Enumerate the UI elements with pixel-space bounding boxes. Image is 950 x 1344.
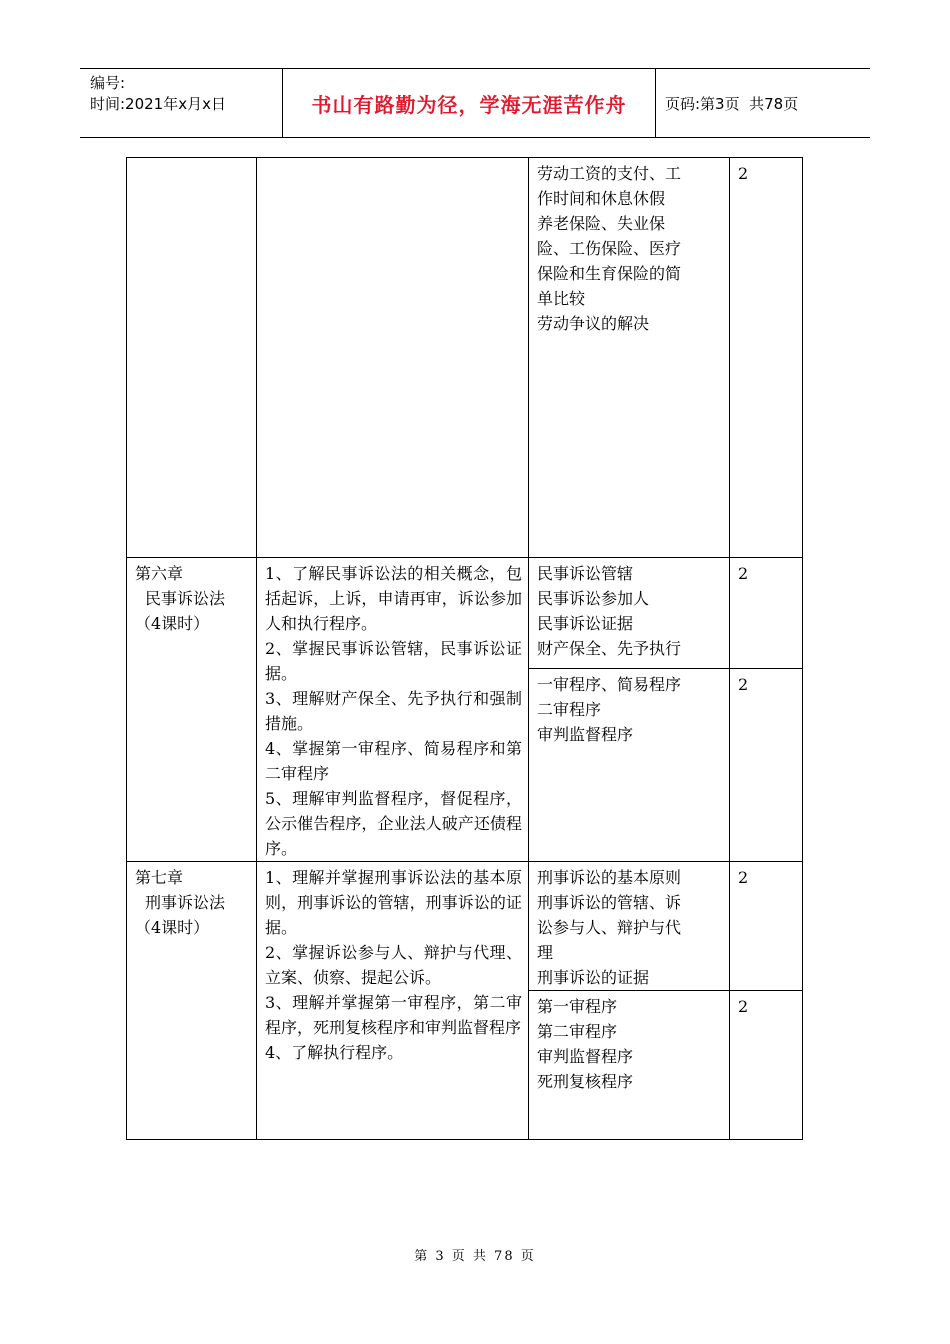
topic-line: 险、工伤保险、医疗 (537, 239, 682, 258)
topic-line: 财产保全、先予执行 (537, 639, 682, 658)
topic-line: 民事诉讼证据 (537, 614, 634, 633)
topic-line: 单比较 (537, 289, 586, 308)
chapter-name: 刑事诉讼法 (145, 893, 226, 912)
topic-line: 劳动工资的支付、工 (537, 164, 682, 183)
topic-line: 二审程序 (537, 700, 602, 720)
topic-line: 一审程序、简易程序 (537, 675, 682, 695)
hours-cell: 2 (730, 669, 803, 862)
topic-line: 第一审程序 (537, 997, 618, 1016)
chapter-cell (127, 862, 257, 1140)
objective-item: 1、理解并掌握刑事诉讼法的基本原则，刑事诉讼的管辖，刑事诉讼的证据。 (265, 868, 522, 937)
table-row (127, 558, 803, 669)
topic-line: 审判监督程序 (537, 725, 634, 745)
table-row (127, 158, 803, 558)
chapter-hours: （4课时） (135, 918, 210, 937)
hours-cell: 2 (730, 558, 803, 669)
objective-item: 3、理解并掌握第一审程序，第二审程序，死刑复核程序和审判监督程序 (265, 993, 522, 1037)
topic-line: 死刑复核程序 (537, 1072, 634, 1091)
topic-line: 民事诉讼参加人 (537, 589, 650, 608)
topics-cell (529, 158, 730, 558)
hours-cell: 2 (730, 158, 803, 558)
document-time-label: 时间:2021年x月x日 (90, 95, 226, 113)
chapter-cell (127, 158, 257, 558)
hours-cell: 2 (730, 991, 803, 1140)
chapter-title: 第七章 (135, 868, 184, 887)
chapter-name: 民事诉讼法 (145, 589, 226, 608)
table-row (127, 862, 803, 991)
objective-item: 1、了解民事诉讼法的相关概念，包括起诉，上诉，申请再审，诉讼参加人和执行程序。 (265, 564, 522, 633)
objectives-cell (257, 862, 529, 1140)
topic-line: 讼参与人、辩护与代 (537, 918, 682, 937)
chapter-hours: （4课时） (135, 614, 210, 633)
objective-item: 4、掌握第一审程序、简易程序和第二审程序 (265, 739, 522, 783)
header-divider (655, 69, 656, 137)
topic-line: 刑事诉讼的证据 (537, 968, 650, 987)
objective-item: 3、理解财产保全、先予执行和强制措施。 (265, 689, 522, 733)
topic-line: 作时间和休息休假 (537, 189, 666, 208)
course-schedule-table (126, 157, 803, 1140)
topic-line: 刑事诉讼的管辖、诉 (537, 893, 682, 912)
objectives-cell (257, 158, 529, 558)
chapter-cell (127, 558, 257, 862)
topics-cell (529, 991, 730, 1140)
topic-line: 理 (537, 943, 554, 962)
objective-item: 2、掌握民事诉讼管辖，民事诉讼证据。 (265, 639, 522, 683)
header-meta (90, 73, 226, 115)
page-header (80, 68, 870, 138)
topic-line: 劳动争议的解决 (537, 314, 650, 333)
topic-line: 第二审程序 (537, 1022, 618, 1041)
objective-item: 4、了解执行程序。 (265, 1043, 404, 1062)
topics-cell (529, 862, 730, 991)
document-number-label: 编号: (90, 74, 126, 92)
topic-line: 刑事诉讼的基本原则 (537, 868, 682, 887)
hours-cell: 2 (730, 862, 803, 991)
objectives-cell (257, 558, 529, 862)
topic-line: 保险和生育保险的简 (537, 264, 682, 283)
topic-line: 养老保险、失业保 (537, 214, 666, 233)
page-footer: 第 3 页 共 78 页 (414, 1249, 536, 1264)
objective-item: 5、理解审判监督程序，督促程序，公示催告程序，企业法人破产还债程序。 (265, 789, 522, 858)
objective-item: 2、掌握诉讼参与人、辩护与代理、立案、侦察、提起公诉。 (265, 943, 522, 987)
header-page-info: 页码:第3页 共78页 (665, 94, 799, 113)
header-motto: 书山有路勤为径，学海无涯苦作舟 (311, 92, 627, 117)
topic-line: 民事诉讼管辖 (537, 564, 634, 583)
topics-cell (529, 669, 730, 862)
topic-line: 审判监督程序 (537, 1047, 634, 1066)
chapter-title: 第六章 (135, 564, 184, 583)
topics-cell (529, 558, 730, 669)
